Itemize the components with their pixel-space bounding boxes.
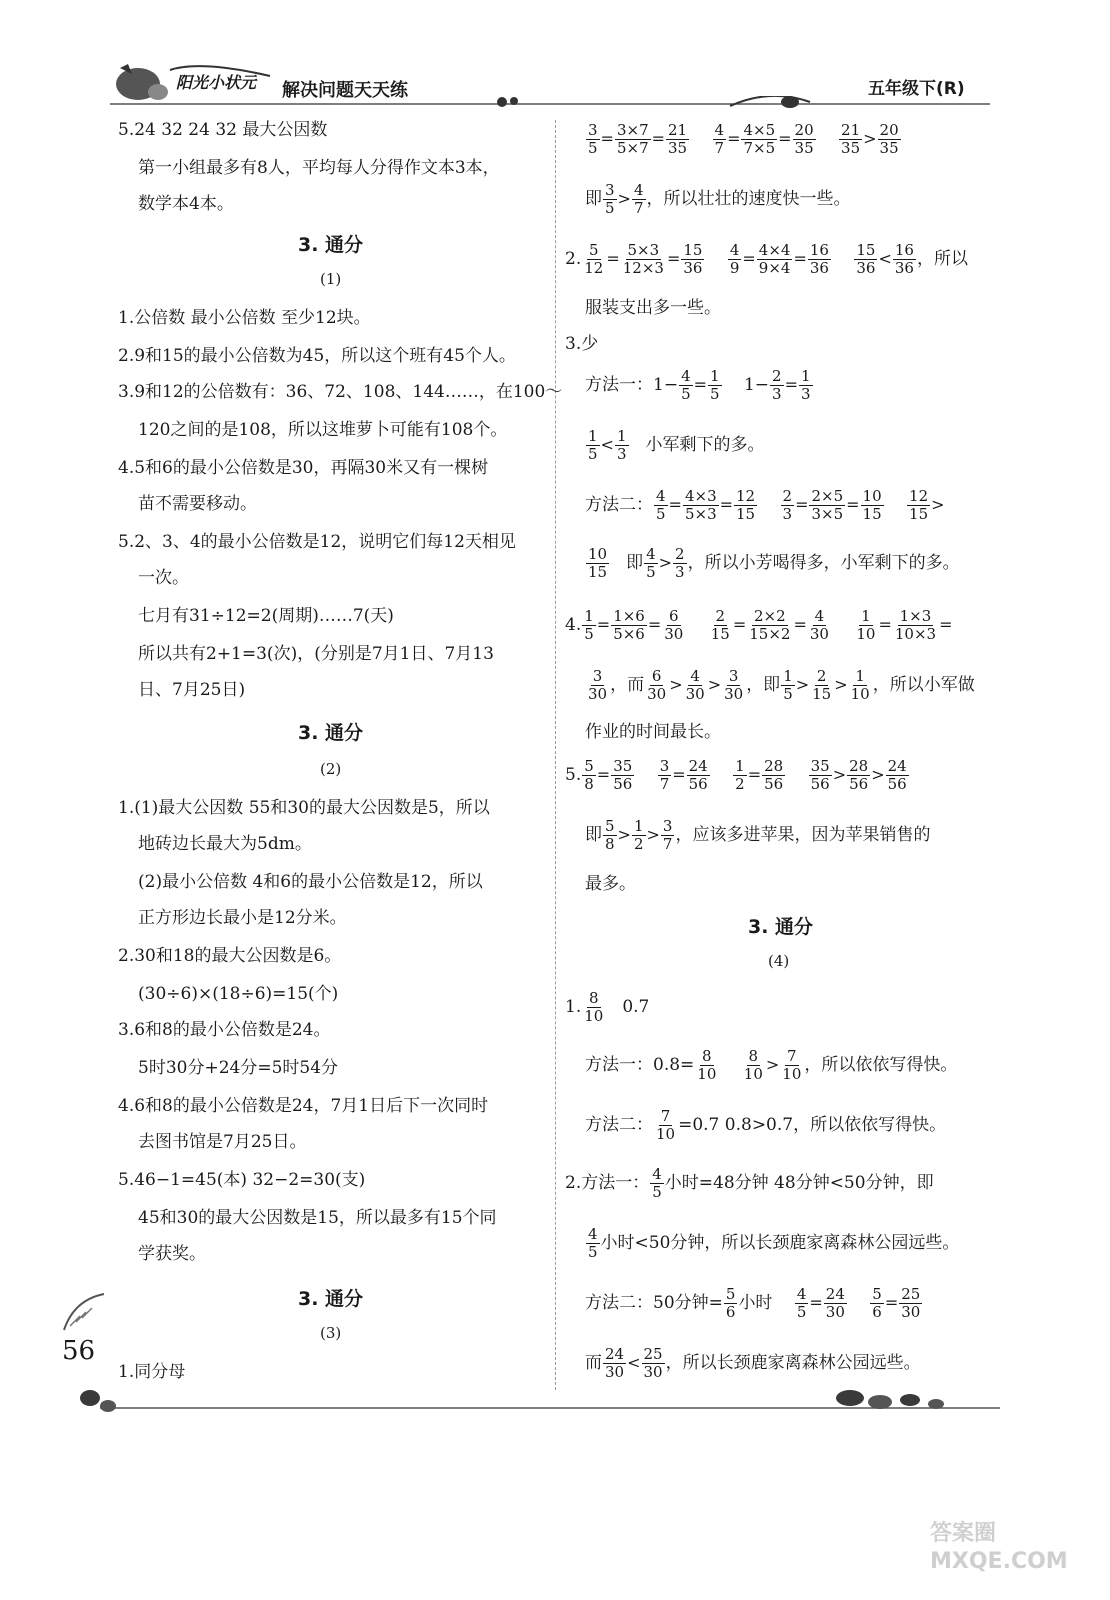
left-line: 5时30分+24分=5时54分: [138, 1058, 339, 1078]
right-line: 4. $\frac{1}{5}$ = $\frac{1\times 6}{5\times 6}$ = $\frac{6}{30}$ $\frac{2}{15}$ = $\frac{2\times 2}{15\times 2}$ = $\frac{4}{30}$ $\frac{1}{10}$ = $\frac{1\times 3}{10\times 3}$ =: [565, 607, 953, 643]
grade-label: 五年级下(R): [868, 79, 965, 99]
right-line: 最多。: [585, 874, 636, 894]
right-line: 方法二： $\frac{7}{10}$ =0.7 0.8>0.7，所以依依写得快。: [585, 1107, 947, 1143]
right-line: $\frac{3}{30}$ ，而 $\frac{6}{30}$ > $\frac{4}{30}$ > $\frac{3}{30}$ ，即 $\frac{1}{5}$ > $\frac{2}{15}$ > $\frac{1}{10}$ ，所以小军做: [588, 667, 975, 703]
right-line: $\frac{3}{5}$ = $\frac{3\times 7}{5\times 7}$ = $\frac{21}{35}$ $\frac{4}{7}$ = $\frac{4\times 5}{7\times 5}$ = $\frac{20}{35}$ $\frac{21}{35}$ > $\frac{20}{35}$: [588, 121, 899, 157]
left-line: 3.9和12的公倍数有：36、72、108、144……，在100～: [118, 382, 563, 402]
section-heading: 3. 通分: [298, 234, 364, 256]
right-line: 方法二：50分钟= $\frac{5}{6}$ 小时 $\frac{4}{5}$ = $\frac{24}{30}$ $\frac{5}{6}$ = $\frac{25}{30}$: [585, 1285, 921, 1321]
left-line: 去图书馆是7月25日。: [138, 1132, 307, 1152]
left-line: 日、7月25日): [138, 680, 246, 700]
right-line: 1. $\frac{8}{10}$ 0.7: [565, 989, 650, 1025]
section-sub: (1): [320, 270, 342, 288]
left-line: 5.24 32 24 32 最大公因数: [118, 120, 328, 140]
section-sub: (3): [320, 1324, 342, 1342]
left-line: (2)最小公倍数 4和6的最小公倍数是12，所以: [138, 872, 483, 892]
left-line: 苗不需要移动。: [138, 494, 257, 514]
right-line: 方法二： $\frac{4}{5}$ = $\frac{4\times 3}{5\times 3}$ = $\frac{12}{15}$ $\frac{2}{3}$ = $\frac{2\times 5}{3\times 5}$ = $\frac{10}{15}$ $\frac{12}{15}$ >: [585, 487, 945, 523]
right-line: 3.少: [565, 334, 599, 354]
left-line: 4.6和8的最小公倍数是24，7月1日后下一次同时: [118, 1096, 489, 1116]
left-line: 4.5和6的最小公倍数是30，再隔30米又有一棵树: [118, 458, 489, 478]
right-line: $\frac{1}{5}$ < $\frac{1}{3}$ 小军剩下的多。: [588, 427, 765, 463]
right-line: $\frac{10}{15}$ 即 $\frac{4}{5}$ > $\frac{2}{3}$ ，所以小芳喝得多，小军剩下的多。: [588, 545, 960, 581]
left-line: 数学本4本。: [138, 194, 234, 214]
left-line: 120之间的是108，所以这堆萝卜可能有108个。: [138, 420, 508, 440]
left-line: 1.(1)最大公因数 55和30的最大公因数是5，所以: [118, 798, 490, 818]
left-line: 正方形边长最小是12分米。: [138, 908, 347, 928]
right-line: $\frac{4}{5}$ 小时<50分钟，所以长颈鹿家离森林公园远些。: [588, 1225, 960, 1261]
footer-divider: [70, 1380, 1010, 1420]
left-line: 七月有31÷12=2(周期)……7(天): [138, 606, 394, 626]
right-line: 方法一：0.8= $\frac{8}{10}$ $\frac{8}{10}$ > $\frac{7}{10}$ ，所以依依写得快。: [585, 1047, 958, 1083]
left-line: 45和30的最大公因数是15，所以最多有15个同: [138, 1208, 497, 1228]
left-line: 一次。: [138, 568, 189, 588]
page-number: 56: [62, 1336, 96, 1366]
right-line: 服装支出多一些。: [585, 298, 721, 318]
right-line: 即 $\frac{5}{8}$ > $\frac{1}{2}$ > $\frac{3}{7}$ ，应该多进苹果，因为苹果销售的: [585, 817, 931, 853]
left-line: 地砖边长最大为5dm。: [138, 834, 312, 854]
right-line: 2.方法一： $\frac{4}{5}$ 小时=48分钟 48分钟<50分钟，即: [565, 1165, 934, 1201]
right-line: 方法一：1− $\frac{4}{5}$ = $\frac{1}{5}$ 1− $\frac{2}{3}$ = $\frac{1}{3}$: [585, 367, 811, 403]
section-heading: 3. 通分: [298, 722, 364, 744]
left-line: 第一小组最多有8人，平均每人分得作文本3本，: [138, 158, 500, 178]
section-sub: (4): [768, 952, 790, 970]
left-line: 学获奖。: [138, 1244, 206, 1264]
left-line: 1.公倍数 最小公倍数 至少12块。: [118, 308, 371, 328]
section-heading: 3. 通分: [298, 1288, 364, 1310]
section-sub: (2): [320, 760, 342, 778]
left-line: 2.30和18的最大公因数是6。: [118, 946, 342, 966]
right-line: 而 $\frac{24}{30}$ < $\frac{25}{30}$ ，所以长颈鹿家离森林公园远些。: [585, 1345, 921, 1381]
left-line: 5.46−1=45(本) 32−2=30(支): [118, 1170, 366, 1190]
left-line: 2.9和15的最小公倍数为45，所以这个班有45个人。: [118, 346, 516, 366]
left-line: (30÷6)×(18÷6)=15(个): [138, 984, 339, 1004]
left-line: 1.同分母: [118, 1362, 186, 1382]
right-line: 5. $\frac{5}{8}$ = $\frac{35}{56}$ $\frac{3}{7}$ = $\frac{24}{56}$ $\frac{1}{2}$ = $\frac{28}{56}$ $\frac{35}{56}$ > $\frac{28}{56}$ > $\frac{24}{56}$: [565, 757, 907, 793]
logo-text: 阳光小状元: [176, 73, 257, 92]
left-line: 所以共有2+1=3(次)，(分别是7月1日、7月13: [138, 644, 494, 664]
watermark: 答案圈 MXQE.COM: [930, 1521, 1068, 1574]
right-line: 2. $\frac{5}{12}$ = $\frac{5\times 3}{12\times 3}$ = $\frac{15}{36}$ $\frac{4}{9}$ = $\frac{4\times 4}{9\times 4}$ = $\frac{16}{36}$ $\frac{15}{36}$ < $\frac{16}{36}$ ，所以: [565, 241, 968, 277]
column-divider: [555, 120, 556, 1390]
series-title: 解决问题天天练: [282, 80, 408, 101]
corner-leaf-decoration: [60, 1290, 120, 1336]
header-divider: [110, 96, 990, 116]
left-line: 5.2、3、4的最小公倍数是12，说明它们每12天相见: [118, 532, 516, 552]
right-line: 即 $\frac{3}{5}$ > $\frac{4}{7}$ ，所以壮壮的速度快一些。: [585, 181, 851, 217]
left-line: 3.6和8的最小公倍数是24。: [118, 1020, 331, 1040]
section-heading: 3. 通分: [748, 916, 814, 938]
right-line: 作业的时间最长。: [585, 722, 721, 742]
